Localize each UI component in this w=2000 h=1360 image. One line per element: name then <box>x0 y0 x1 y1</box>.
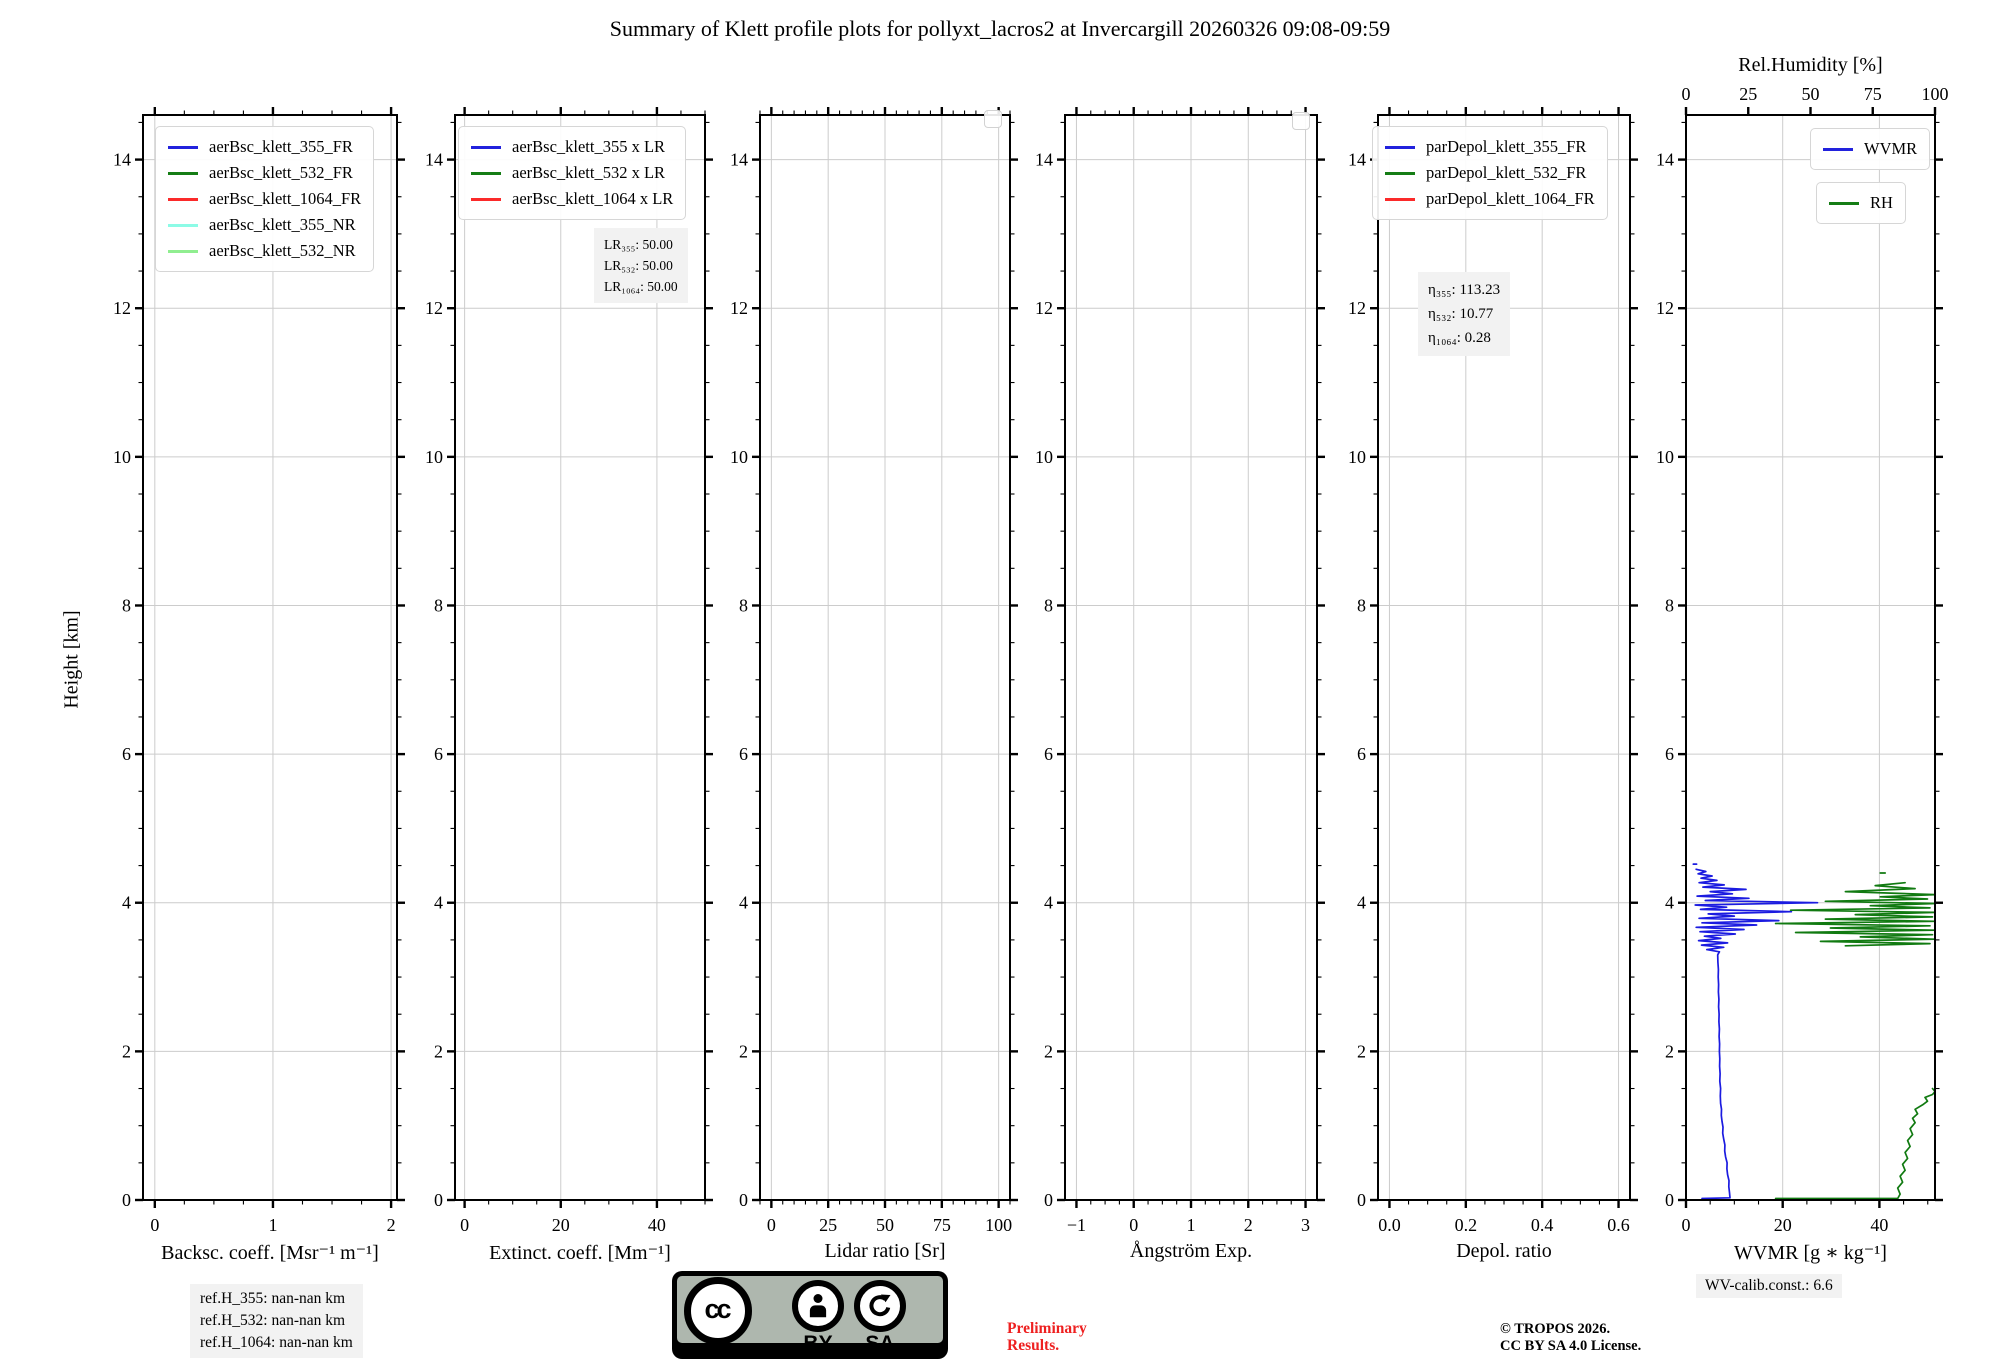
svg-text:2: 2 <box>1044 1041 1053 1062</box>
svg-text:0.6: 0.6 <box>1607 1215 1630 1235</box>
svg-text:4: 4 <box>1044 892 1053 913</box>
legend-entry <box>1385 134 1595 160</box>
svg-text:10: 10 <box>425 446 443 467</box>
svg-text:−1: −1 <box>1066 1215 1087 1235</box>
legend-line-swatch <box>471 146 501 149</box>
svg-text:0: 0 <box>739 1190 748 1210</box>
svg-text:10: 10 <box>1656 446 1674 467</box>
svg-text:0.2: 0.2 <box>1454 1215 1478 1235</box>
copyright-note: © TROPOS 2026. CC BY SA 4.0 License. <box>1500 1321 1642 1354</box>
legend-wvmr <box>1810 128 1930 170</box>
legend-line-swatch <box>168 172 198 175</box>
svg-text:2: 2 <box>434 1041 443 1062</box>
svg-text:40: 40 <box>1870 1215 1889 1235</box>
legend-entry-label: aerBsc_klett_532_NR <box>209 241 356 260</box>
svg-text:20: 20 <box>1773 1215 1792 1235</box>
annotation-line: η₁₀₆₄: 0.28 <box>1428 330 1491 346</box>
xaxis-label-extinction: Extinct. coeff. [Mm⁻¹] <box>489 1242 671 1264</box>
svg-text:1: 1 <box>268 1215 278 1235</box>
svg-text:50: 50 <box>1801 84 1820 104</box>
svg-text:6: 6 <box>434 744 443 765</box>
legend-entry <box>168 134 361 160</box>
svg-text:2: 2 <box>1665 1041 1674 1062</box>
legend-entry-label: aerBsc_klett_1064 x LR <box>512 189 674 208</box>
svg-text:0: 0 <box>460 1215 470 1235</box>
svg-text:4: 4 <box>739 892 748 913</box>
svg-text:0: 0 <box>766 1215 776 1235</box>
svg-text:2: 2 <box>739 1041 748 1062</box>
svg-text:40: 40 <box>647 1215 666 1235</box>
svg-text:6: 6 <box>1357 744 1366 765</box>
svg-text:100: 100 <box>985 1215 1013 1235</box>
legend-entry <box>1385 160 1595 186</box>
legend-line-swatch <box>168 224 198 227</box>
legend-entry-label: aerBsc_klett_532 x LR <box>512 163 666 182</box>
legend-line-swatch <box>168 250 198 253</box>
svg-text:12: 12 <box>425 298 443 319</box>
xaxis-label-depol: Depol. ratio <box>1456 1240 1552 1262</box>
svg-text:75: 75 <box>1863 84 1882 104</box>
svg-text:12: 12 <box>730 298 748 319</box>
legend-entry <box>168 186 361 212</box>
svg-text:25: 25 <box>819 1215 838 1235</box>
svg-text:0: 0 <box>1681 84 1691 104</box>
svg-text:14: 14 <box>1348 149 1366 170</box>
svg-text:14: 14 <box>113 149 131 170</box>
person-icon <box>792 1280 844 1332</box>
legend-rh <box>1816 182 1906 224</box>
svg-text:0: 0 <box>1044 1190 1053 1210</box>
svg-text:0.4: 0.4 <box>1530 1215 1554 1235</box>
svg-text:8: 8 <box>1357 595 1366 616</box>
legend-entry <box>471 160 673 186</box>
legend-line-swatch <box>471 172 501 175</box>
legend-line-swatch <box>168 146 198 149</box>
legend-depol <box>1372 126 1608 220</box>
svg-text:2: 2 <box>1357 1041 1366 1062</box>
svg-text:10: 10 <box>113 446 131 467</box>
legend-backscatter <box>155 126 374 272</box>
annotation-line: η₅₃₂: 10.77 <box>1428 306 1494 322</box>
legend-line-swatch <box>1385 172 1415 175</box>
empty-legend-box <box>1292 112 1310 130</box>
svg-text:6: 6 <box>1044 744 1053 765</box>
xaxis-label-lidar-ratio: Lidar ratio [Sr] <box>824 1240 946 1262</box>
yaxis-label: Height [km] <box>60 610 83 709</box>
legend-entry <box>471 186 673 212</box>
figure-title: Summary of Klett profile plots for pollyxt_lacros2 at Invercargill 20260326 09:08-09:59 <box>609 16 1391 41</box>
annotation-line: η₃₅₅: 113.23 <box>1428 282 1501 298</box>
legend-entry-label: parDepol_klett_532_FR <box>1426 163 1587 182</box>
svg-text:2: 2 <box>1243 1215 1253 1235</box>
svg-text:4: 4 <box>1357 892 1366 913</box>
cc-by-sa-badge <box>672 1271 948 1359</box>
legend-entry-label: aerBsc_klett_355_FR <box>209 137 353 156</box>
xaxis-label-wvmr: WVMR [g ∗ kg⁻¹] <box>1734 1242 1887 1264</box>
wv-calibration-box: WV-calib.const.: 6.6 <box>1696 1274 1842 1298</box>
legend-entry-label: aerBsc_klett_355_NR <box>209 215 356 234</box>
svg-text:8: 8 <box>1665 595 1674 616</box>
svg-text:8: 8 <box>739 595 748 616</box>
svg-text:14: 14 <box>1035 149 1053 170</box>
svg-text:12: 12 <box>1656 298 1674 319</box>
svg-text:4: 4 <box>1665 892 1674 913</box>
legend-line-swatch <box>1385 146 1415 149</box>
svg-text:8: 8 <box>434 595 443 616</box>
ref-height-line: ref.H_355: nan-nan km <box>200 1290 346 1307</box>
share-alike-icon <box>854 1280 906 1332</box>
cc-icon: cc <box>684 1277 752 1345</box>
svg-text:50: 50 <box>876 1215 894 1235</box>
reference-height-box <box>190 1284 363 1358</box>
legend-extinction <box>458 126 686 220</box>
top-axis-label-rel-humidity: Rel.Humidity [%] <box>1738 54 1883 76</box>
legend-line-swatch <box>471 198 501 201</box>
legend-entry-label: WVMR <box>1864 139 1918 158</box>
empty-legend-box <box>984 110 1002 128</box>
ref-height-line: ref.H_532: nan-nan km <box>200 1312 346 1329</box>
svg-text:3: 3 <box>1301 1215 1311 1235</box>
svg-text:12: 12 <box>113 298 131 319</box>
legend-entry <box>471 134 673 160</box>
svg-text:4: 4 <box>122 892 131 913</box>
legend-entry-label: aerBsc_klett_532_FR <box>209 163 353 182</box>
xaxis-label-backscatter: Backsc. coeff. [Msr⁻¹ m⁻¹] <box>161 1242 379 1264</box>
cc-by-label: BY <box>803 1332 833 1355</box>
svg-text:0: 0 <box>1681 1215 1691 1235</box>
svg-text:10: 10 <box>730 446 748 467</box>
svg-text:2: 2 <box>122 1041 131 1062</box>
svg-text:0: 0 <box>150 1215 160 1235</box>
svg-text:4: 4 <box>434 892 443 913</box>
legend-entry <box>168 212 361 238</box>
svg-text:10: 10 <box>1035 446 1053 467</box>
preliminary-results-note: Preliminary Results. <box>1007 1320 1087 1354</box>
svg-text:0.0: 0.0 <box>1378 1215 1401 1235</box>
svg-text:0: 0 <box>1129 1215 1139 1235</box>
legend-entry-label: parDepol_klett_355_FR <box>1426 137 1587 156</box>
svg-text:0: 0 <box>1357 1190 1366 1210</box>
legend-line-swatch <box>1829 202 1859 205</box>
legend-entry <box>1385 186 1595 212</box>
svg-text:8: 8 <box>1044 595 1053 616</box>
svg-text:1: 1 <box>1186 1215 1196 1235</box>
svg-text:14: 14 <box>730 149 748 170</box>
annotation-line: LR₃₅₅: 50.00 <box>604 237 673 252</box>
svg-text:2: 2 <box>386 1215 396 1235</box>
svg-text:0: 0 <box>1665 1190 1674 1210</box>
svg-text:25: 25 <box>1739 84 1758 104</box>
svg-text:100: 100 <box>1921 84 1949 104</box>
svg-text:75: 75 <box>932 1215 951 1235</box>
legend-entry-label: RH <box>1870 193 1893 212</box>
svg-text:8: 8 <box>122 595 131 616</box>
svg-text:20: 20 <box>551 1215 570 1235</box>
legend-entry <box>168 238 361 264</box>
annotation-line: LR₅₃₂: 50.00 <box>604 258 673 273</box>
svg-text:12: 12 <box>1035 298 1053 319</box>
legend-entry <box>168 160 361 186</box>
legend-entry <box>1823 136 1917 162</box>
svg-text:10: 10 <box>1348 446 1366 467</box>
eta-annotation <box>1418 272 1510 356</box>
svg-text:6: 6 <box>1665 744 1674 765</box>
ref-height-line: ref.H_1064: nan-nan km <box>200 1334 353 1351</box>
svg-text:14: 14 <box>1656 149 1674 170</box>
svg-text:0: 0 <box>122 1190 131 1210</box>
lidar-ratio-annotation <box>594 228 688 303</box>
svg-text:12: 12 <box>1348 298 1366 319</box>
svg-text:0: 0 <box>434 1190 443 1210</box>
svg-text:14: 14 <box>425 149 443 170</box>
xaxis-label-angstrom: Ångström Exp. <box>1129 1240 1253 1262</box>
legend-entry <box>1829 190 1893 216</box>
legend-entry-label: aerBsc_klett_355 x LR <box>512 137 666 156</box>
svg-text:6: 6 <box>122 744 131 765</box>
svg-text:6: 6 <box>739 744 748 765</box>
legend-entry-label: parDepol_klett_1064_FR <box>1426 189 1595 208</box>
legend-line-swatch <box>1385 198 1415 201</box>
legend-line-swatch <box>1823 148 1853 151</box>
annotation-line: LR₁₀₆₄: 50.00 <box>604 279 678 294</box>
cc-sa-label: SA <box>865 1332 895 1355</box>
legend-entry-label: aerBsc_klett_1064_FR <box>209 189 362 208</box>
legend-line-swatch <box>168 198 198 201</box>
